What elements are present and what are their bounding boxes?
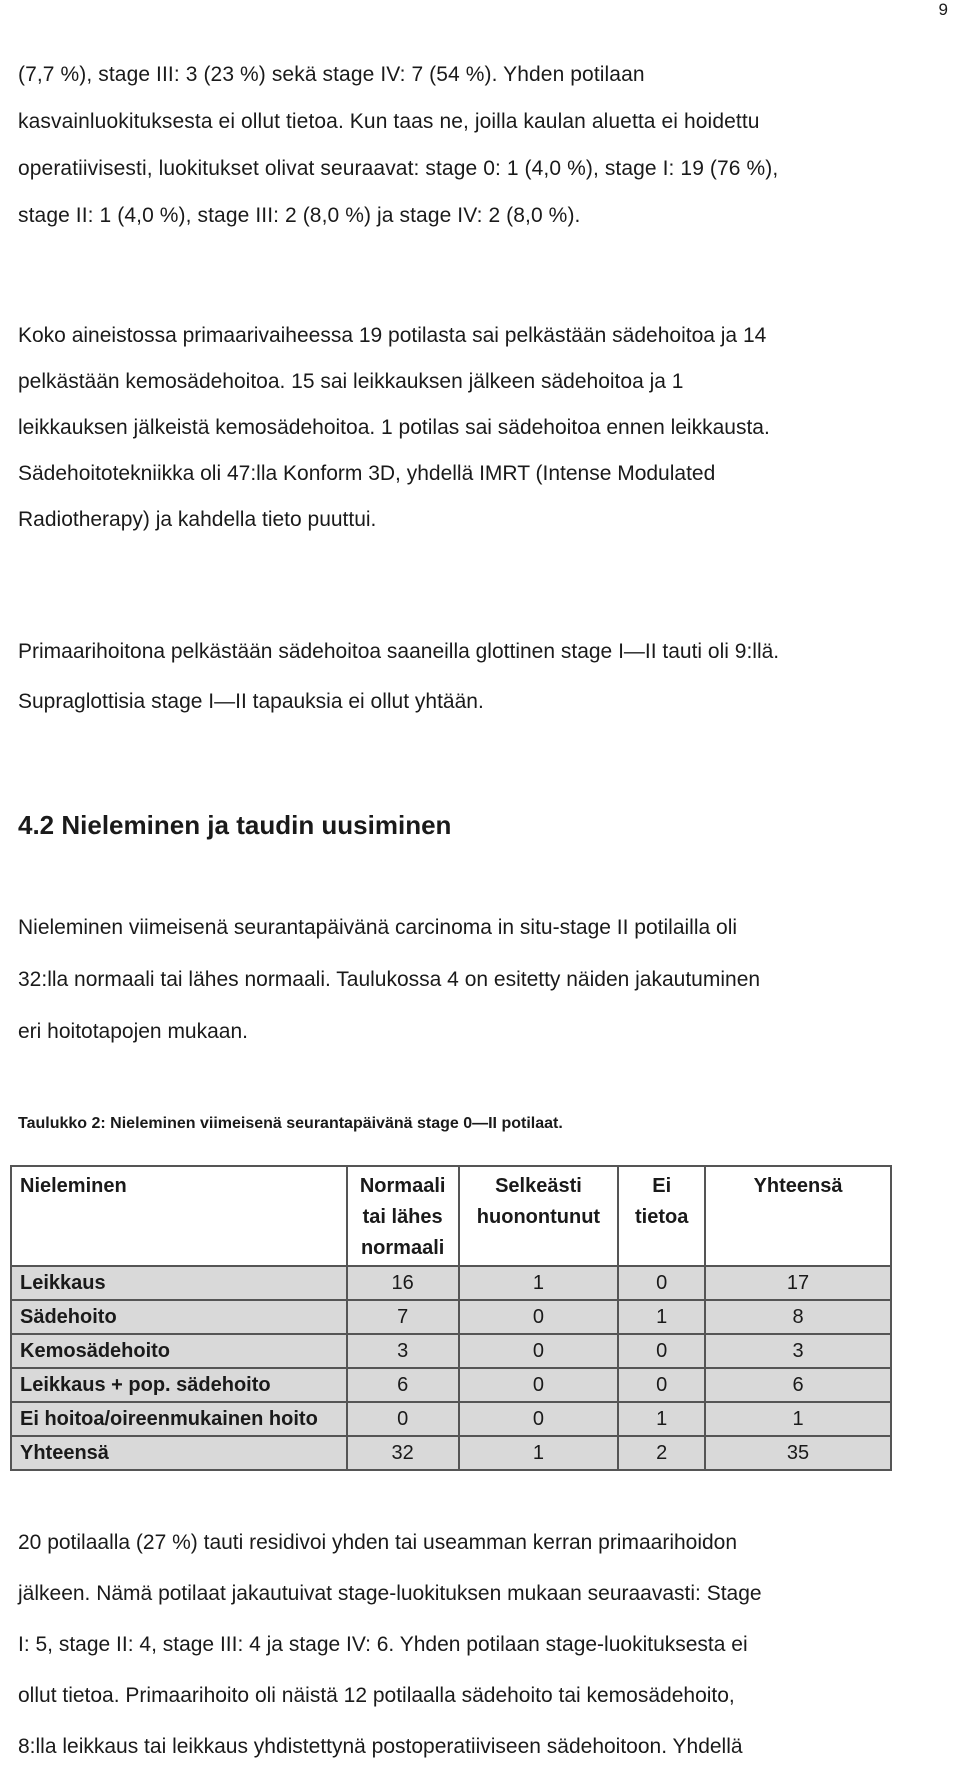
table-cell: 2 <box>618 1436 705 1470</box>
table-row-total <box>11 1436 891 1470</box>
paragraph-glottic-cases <box>18 627 960 727</box>
text-line: Supraglottisia stage I—II tapauksia ei ollut yhtään. <box>18 690 484 713</box>
text-line: (7,7 %), stage III: 3 (23 %) sekä stage IV: 7 (54 %). Yhden potilaan <box>18 63 645 86</box>
column-header: Nieleminen <box>11 1166 347 1266</box>
table-cell: 1 <box>618 1300 705 1334</box>
table-cell: 0 <box>618 1334 705 1368</box>
text-line: leikkauksen jälkeistä kemosädehoitoa. 1 potilas sai sädehoitoa ennen leikkausta. <box>18 416 770 439</box>
row-label: Leikkaus <box>11 1266 347 1300</box>
table-cell: 1 <box>459 1266 619 1300</box>
table-cell: 0 <box>618 1368 705 1402</box>
text-line: pelkästään kemosädehoitoa. 15 sai leikkauksen jälkeen sädehoitoa ja 1 <box>18 370 684 393</box>
column-header: Normaali tai lähes normaali <box>347 1166 459 1266</box>
table-cell: 0 <box>347 1402 459 1436</box>
text-line: jälkeen. Nämä potilaat jakautuivat stage-luokituksen mukaan seuraavasti: Stage <box>18 1582 762 1605</box>
text-line: Radiotherapy) ja kahdella tieto puuttui. <box>18 508 377 531</box>
text-line: 8:lla leikkaus tai leikkaus yhdistettynä postoperatiiviseen sädehoitoon. Yhdellä <box>18 1735 743 1758</box>
table-row <box>11 1368 891 1402</box>
text-line: 32:lla normaali tai lähes normaali. Taulukossa 4 on esitetty näiden jakautuminen <box>18 968 761 991</box>
swallowing-table <box>10 1165 892 1471</box>
table-cell: 0 <box>618 1266 705 1300</box>
text-line: eri hoitotapojen mukaan. <box>18 1020 248 1043</box>
paragraph-treatment-summary <box>18 313 960 543</box>
paragraph-stage-classification <box>18 51 960 239</box>
text-line: kasvainluokituksesta ei ollut tietoa. Kun taas ne, joilla kaulan aluetta ei hoidettu <box>18 110 760 133</box>
paragraph-recurrence <box>18 1517 960 1772</box>
text-line: Koko aineistossa primaarivaiheessa 19 potilasta sai pelkästään sädehoitoa ja 14 <box>18 324 767 347</box>
table-cell: 7 <box>347 1300 459 1334</box>
table-cell: 0 <box>459 1334 619 1368</box>
text-line: Sädehoitotekniikka oli 47:lla Konform 3D, yhdellä IMRT (Intense Modulated <box>18 462 716 485</box>
table-header-row <box>11 1166 891 1266</box>
table-cell: 1 <box>459 1436 619 1470</box>
text-line: I: 5, stage II: 4, stage III: 4 ja stage IV: 6. Yhden potilaan stage-luokituksesta ei <box>18 1633 748 1656</box>
table-cell: 0 <box>459 1300 619 1334</box>
table-cell: 1 <box>618 1402 705 1436</box>
table-cell: 1 <box>705 1402 891 1436</box>
table-cell: 16 <box>347 1266 459 1300</box>
table-cell: 35 <box>705 1436 891 1470</box>
table-cell: 0 <box>459 1402 619 1436</box>
table-cell: 0 <box>459 1368 619 1402</box>
column-header: Selkeästi huonontunut <box>459 1166 619 1266</box>
text-line: Nieleminen viimeisenä seurantapäivänä carcinoma in situ-stage II potilailla oli <box>18 916 738 939</box>
table-cell: 8 <box>705 1300 891 1334</box>
table-cell: 32 <box>347 1436 459 1470</box>
row-label: Ei hoitoa/oireenmukainen hoito <box>11 1402 347 1436</box>
table-cell: 3 <box>705 1334 891 1368</box>
table-row <box>11 1402 891 1436</box>
page-number: 9 <box>938 0 948 19</box>
table-row <box>11 1300 891 1334</box>
text-line: 20 potilaalla (27 %) tauti residivoi yhden tai useamman kerran primaarihoidon <box>18 1531 738 1554</box>
section-heading: 4.2 Nieleminen ja taudin uusiminen <box>18 810 452 840</box>
table-caption: Taulukko 2: Nieleminen viimeisenä seurantapäivänä stage 0—II potilaat. <box>18 1115 563 1132</box>
table-row <box>11 1266 891 1300</box>
row-label: Kemosädehoito <box>11 1334 347 1368</box>
table-cell: 6 <box>705 1368 891 1402</box>
paragraph-swallowing <box>18 902 960 1058</box>
column-header: Ei tietoa <box>618 1166 705 1266</box>
table-cell: 17 <box>705 1266 891 1300</box>
column-header: Yhteensä <box>705 1166 891 1266</box>
table-row <box>11 1334 891 1368</box>
text-line: ollut tietoa. Primaarihoito oli näistä 12 potilaalla sädehoito tai kemosädehoito, <box>18 1684 735 1707</box>
row-label: Sädehoito <box>11 1300 347 1334</box>
row-label: Leikkaus + pop. sädehoito <box>11 1368 347 1402</box>
text-line: stage II: 1 (4,0 %), stage III: 2 (8,0 %) ja stage IV: 2 (8,0 %). <box>18 204 581 227</box>
table-cell: 6 <box>347 1368 459 1402</box>
text-line: operatiivisesti, luokitukset olivat seuraavat: stage 0: 1 (4,0 %), stage I: 19 (76 %), <box>18 157 779 180</box>
row-label: Yhteensä <box>11 1436 347 1470</box>
table-cell: 3 <box>347 1334 459 1368</box>
text-line: Primaarihoitona pelkästään sädehoitoa saaneilla glottinen stage I—II tauti oli 9:llä. <box>18 640 780 663</box>
